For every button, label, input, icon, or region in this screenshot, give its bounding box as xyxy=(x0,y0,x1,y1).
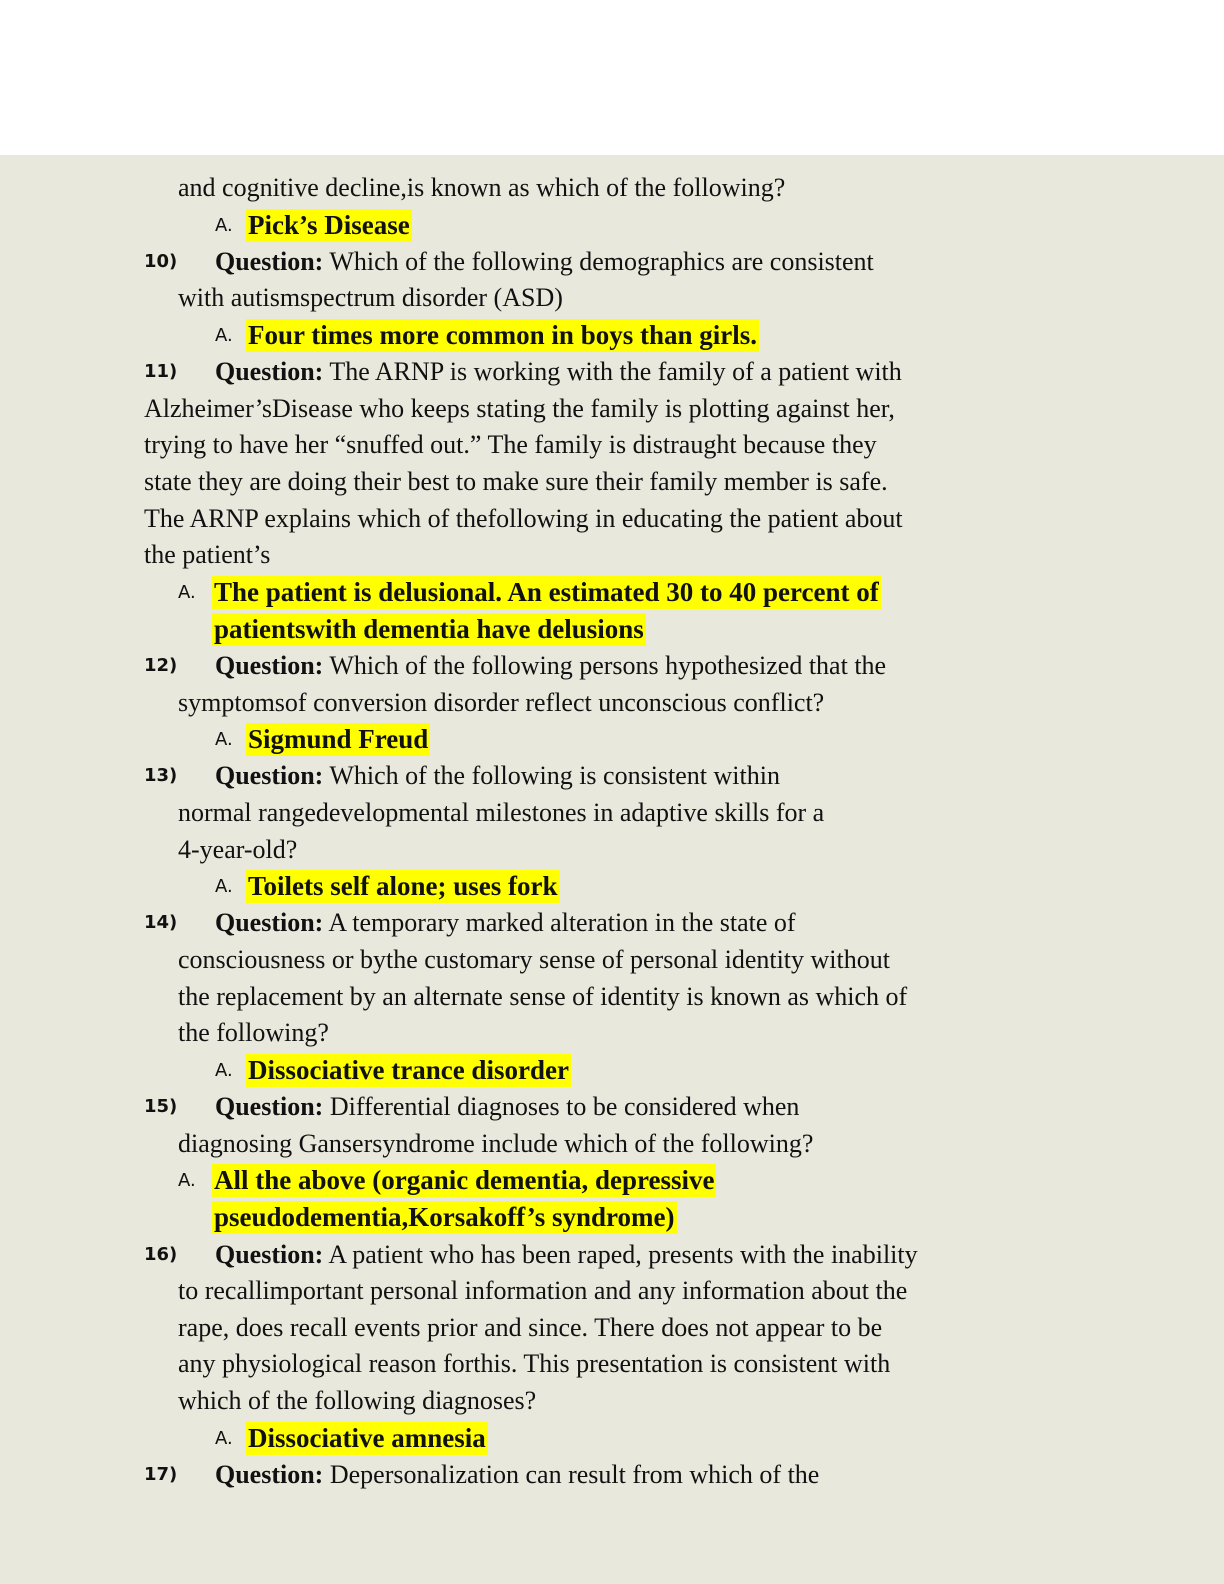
question-number: 10) xyxy=(144,250,178,272)
question-text: with autismspectrum disorder (ASD) xyxy=(178,283,563,313)
answer-text: Dissociative trance disorder xyxy=(248,1054,569,1085)
question-text: and cognitive decline,is known as which of the following? xyxy=(178,173,786,202)
question-11-line xyxy=(0,501,1224,538)
answer-letter: A. xyxy=(178,581,196,603)
question-16-line xyxy=(0,1273,1224,1310)
question-text: diagnosing Gansersyndrome include which of the following? xyxy=(178,1128,814,1158)
question-text: Which of the following demographics are consistent xyxy=(329,246,874,276)
answer-letter: A. xyxy=(215,1059,233,1081)
question-number: 12) xyxy=(144,655,178,677)
question-text: 4-year-old? xyxy=(178,834,298,864)
question-16-line xyxy=(0,1346,1224,1383)
question-number: 11) xyxy=(144,361,178,383)
question-10 xyxy=(0,244,1224,281)
question-number: 13) xyxy=(144,765,178,787)
question-15-line xyxy=(0,1126,1224,1163)
question-text: Depersonalization can result from which of the xyxy=(329,1459,820,1489)
answer-11 xyxy=(0,574,1224,611)
answer-letter: A. xyxy=(215,729,233,751)
question-15 xyxy=(0,1089,1224,1126)
question-text: to recallimportant personal information and any information about the xyxy=(178,1276,908,1306)
answer-letter: A. xyxy=(215,876,233,898)
question-label: Question: xyxy=(215,651,324,681)
answer-09 xyxy=(0,207,1224,244)
question-text: A temporary marked alteration in the state of xyxy=(328,908,796,938)
question-12 xyxy=(0,648,1224,685)
question-14-line xyxy=(0,942,1224,979)
question-text: consciousness or bythe customary sense of personal identity without xyxy=(178,945,890,975)
question-text: the following? xyxy=(178,1018,329,1048)
question-label: Question: xyxy=(215,357,324,387)
question-16-line xyxy=(0,1310,1224,1347)
answer-12 xyxy=(0,721,1224,758)
question-text: the patient’s xyxy=(144,540,271,570)
question-text: symptomsof conversion disorder reflect unconscious conflict? xyxy=(178,687,825,717)
answer-letter: A. xyxy=(178,1170,196,1192)
question-10-line xyxy=(0,280,1224,317)
question-label: Question: xyxy=(215,1459,324,1489)
answer-16 xyxy=(0,1420,1224,1457)
answer-15-line xyxy=(0,1199,1224,1236)
question-11-line xyxy=(0,427,1224,464)
question-13-line xyxy=(0,832,1224,869)
question-text: normal rangedevelopmental milestones in adaptive skills for a xyxy=(178,798,825,828)
question-text: the replacement by an alternate sense of identity is known as which of xyxy=(178,981,908,1011)
answer-15 xyxy=(0,1162,1224,1199)
question-13 xyxy=(0,758,1224,795)
answer-text: Four times more common in boys than girls. xyxy=(248,319,757,350)
question-text: Differential diagnoses to be considered when xyxy=(329,1092,800,1121)
question-text: any physiological reason forthis. This presentation is consistent with xyxy=(178,1349,891,1379)
answer-text: pseudodementia,Korsakoff’s syndrome) xyxy=(214,1202,675,1233)
answer-10 xyxy=(0,317,1224,354)
answer-text: All the above (organic dementia, depressive xyxy=(214,1165,715,1196)
answer-letter: A. xyxy=(215,1427,233,1449)
answer-11-line xyxy=(0,611,1224,648)
answer-letter: A. xyxy=(215,324,233,346)
question-16-line xyxy=(0,1383,1224,1420)
question-11-line xyxy=(0,391,1224,428)
answer-text: The patient is delusional. An estimated 30 to 40 percent of xyxy=(214,576,879,607)
question-14-line xyxy=(0,979,1224,1016)
question-label: Question: xyxy=(215,761,324,791)
question-text: state they are doing their best to make sure their family member is safe. xyxy=(144,466,888,496)
question-text: The ARNP is working with the family of a patient with xyxy=(329,357,902,387)
question-number: 15) xyxy=(144,1096,178,1117)
question-number: 14) xyxy=(144,912,178,934)
question-12-line xyxy=(0,685,1224,722)
answer-text: Sigmund Freud xyxy=(248,724,429,755)
question-label: Question: xyxy=(215,1092,324,1121)
question-14 xyxy=(0,905,1224,942)
question-label: Question: xyxy=(215,1239,324,1269)
answer-letter: A. xyxy=(215,214,233,236)
question-13-line xyxy=(0,795,1224,832)
question-number: 17) xyxy=(144,1463,178,1485)
question-text: Alzheimer’sDisease who keeps stating the family is plotting against her, xyxy=(144,393,895,423)
question-14-line xyxy=(0,1015,1224,1052)
question-17 xyxy=(0,1457,1224,1494)
question-text: rape, does recall events prior and since. There does not appear to be xyxy=(178,1312,883,1342)
question-11-line xyxy=(0,537,1224,574)
question-11-line xyxy=(0,464,1224,501)
question-label: Question: xyxy=(215,246,324,276)
document-body xyxy=(0,170,1224,1493)
answer-text: Toilets self alone; uses fork xyxy=(248,871,558,902)
question-text: which of the following diagnoses? xyxy=(178,1385,537,1415)
answer-text: Dissociative amnesia xyxy=(248,1422,486,1453)
answer-text: Pick’s Disease xyxy=(248,209,410,240)
question-label: Question: xyxy=(215,908,324,938)
question-11 xyxy=(0,354,1224,391)
answer-14 xyxy=(0,1052,1224,1089)
question-09-line xyxy=(0,170,1224,207)
question-text: Which of the following is consistent within xyxy=(329,761,780,791)
question-text: Which of the following persons hypothesized that the xyxy=(329,651,887,681)
question-text: trying to have her “snuffed out.” The family is distraught because they xyxy=(144,430,877,460)
answer-13 xyxy=(0,868,1224,905)
question-number: 16) xyxy=(144,1243,178,1265)
answer-text: patientswith dementia have delusions xyxy=(214,613,644,644)
question-text: The ARNP explains which of thefollowing in educating the patient about xyxy=(144,503,903,533)
question-text: A patient who has been raped, presents with the inability xyxy=(328,1239,918,1269)
question-16 xyxy=(0,1237,1224,1274)
